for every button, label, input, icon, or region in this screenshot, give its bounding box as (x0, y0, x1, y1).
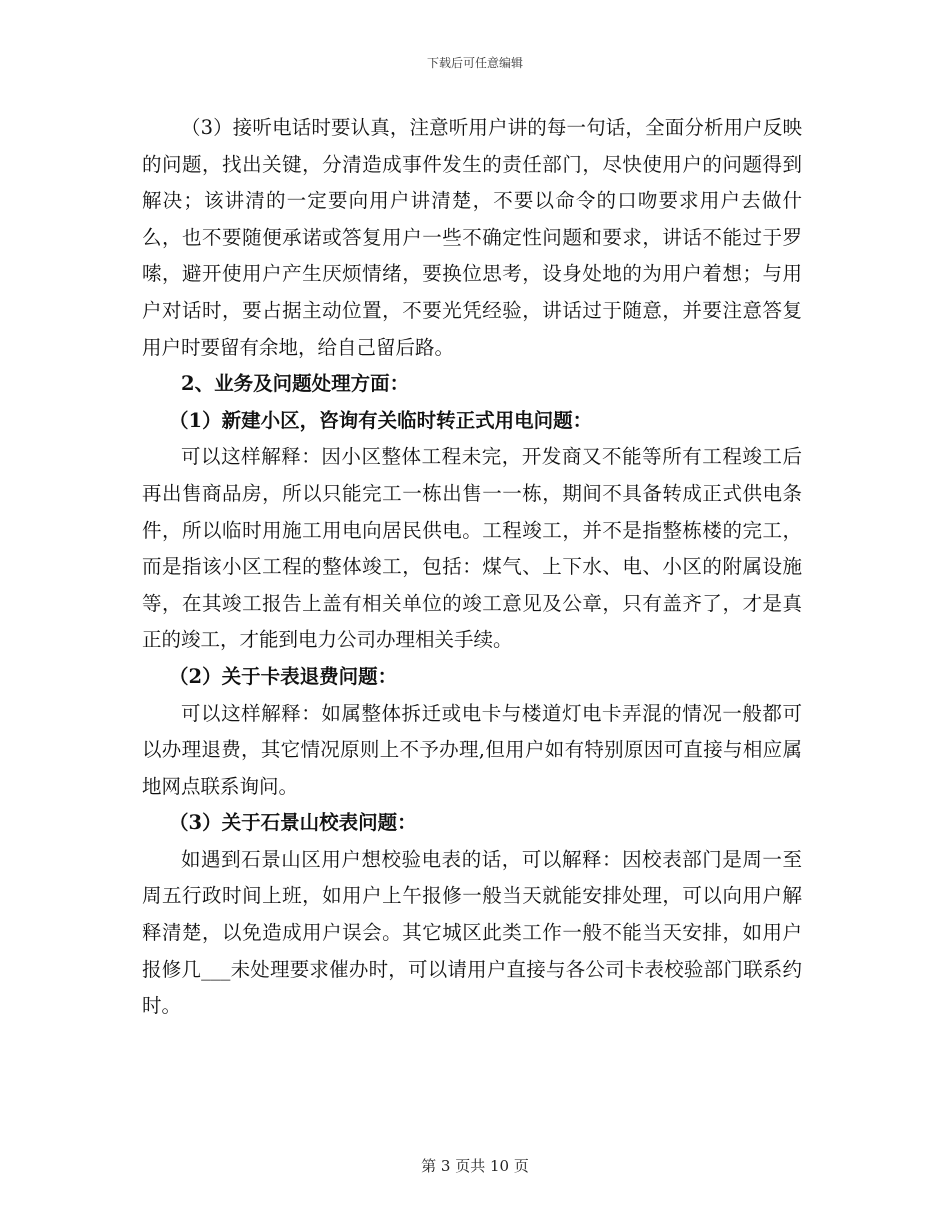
subheading-card-refund: （2）关于卡表退费问题： (169, 664, 398, 688)
paragraph-phone-etiquette: （3）接听电话时要认真，注意听用户讲的每一句话，全面分析用户反映的问题，找出关键，分清造成事件发生的责任部门，尽快使用户的问题得到解决；该讲清的一定要向用户讲清楚，不要以命令的口吻要求用户去做什么，也不要随便承诺或答复用户一些不确定性问题和要求，讲话不能过于罗嗦，避开使用户产生厌烦情绪，要换位思考，设身处地的为用户着想；与用户对话时，要占据主动位置，不要光凭经验，讲话过于随意，并要注意答复用户时要留有余地，给自己留后路。 (142, 116, 802, 359)
page-footer: 第 3 页共 10 页 (421, 1157, 529, 1175)
page-header: 下载后可任意编辑 (426, 56, 523, 70)
paragraph-shijingshan: 如遇到石景山区用户想校验电表的话，可以解释：因校表部门是周一至周五行政时间上班，如用户上午报修一般当天就能安排处理，可以向用户解释清楚，以免造成用户误会。其它城区此类工作一般不能当天安排，如用户报修几___未处理要求催办时，可以请用户直接与各公司卡表校验部门联系约时。 (142, 847, 802, 1018)
document-body (142, 110, 802, 1025)
paragraph-card-refund: 可以这样解释：如属整体拆迁或电卡与楼道灯电卡弄混的情况一般都可以办理退费，其它情况原则上不予办理,但用户如有特别原因可直接与相应属地网点联系询问。 (142, 701, 802, 798)
paragraph-new-community: 可以这样解释：因小区整体工程未完，开发商又不能等所有工程竣工后再出售商品房，所以只能完工一栋出售一一栋，期间不具备转成正式供电条件，所以临时用施工用电向居民供电。工程竣工，并不是指整栋楼的完工，而是指该小区工程的整体竣工，包括：煤气、上下水、电、小区的附属设施等，在其竣工报告上盖有相关单位的竣工意见及公章，只有盖齐了，才是真正的竣工，才能到电力公司办理相关手续。 (142, 445, 802, 652)
section-heading-business: 2、业务及问题处理方面： (181, 372, 410, 396)
subheading-shijingshan: （3）关于石景山校表问题： (169, 811, 417, 835)
subheading-new-community: （1）新建小区，咨询有关临时转正式用电问题： (169, 408, 593, 432)
